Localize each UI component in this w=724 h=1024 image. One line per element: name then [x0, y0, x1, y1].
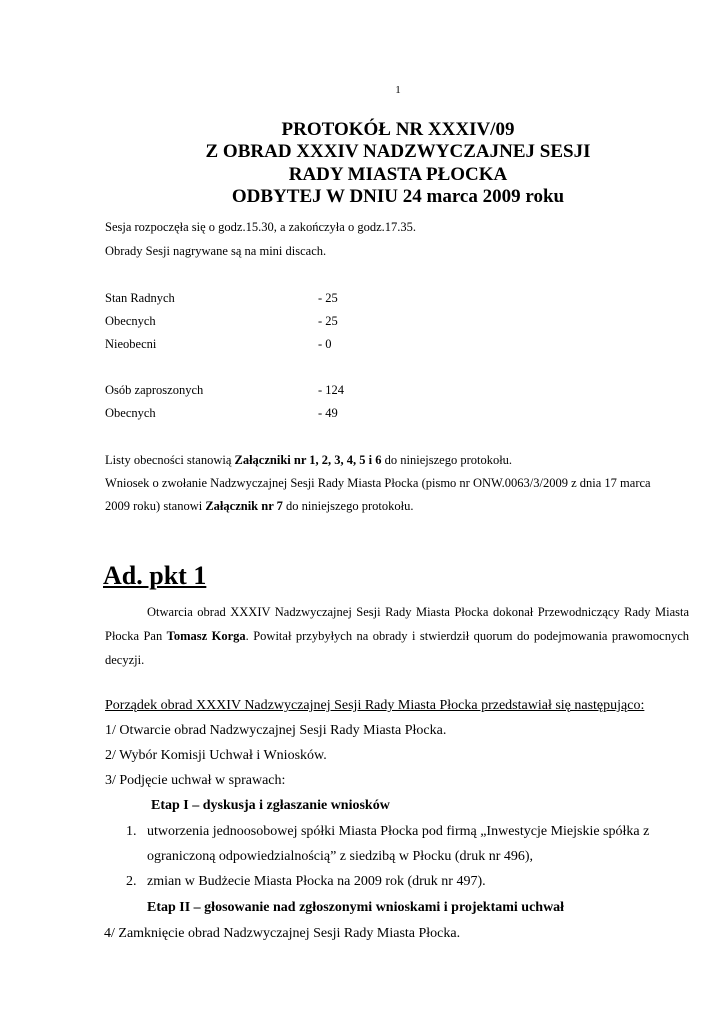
page-number: 1 — [395, 84, 401, 96]
agenda-item-3: 3/ Podjęcie uchwał w sprawach: — [105, 773, 286, 788]
title-line-2: Z OBRAD XXXIV NADZWYCZAJNEJ SESJI — [205, 141, 591, 162]
stat-value-present: - 25 — [318, 314, 338, 328]
title-line-1: PROTOKÓŁ NR XXXIV/09 — [281, 119, 515, 140]
stat-value-absent: - 0 — [318, 337, 332, 351]
motion-line-1: Wniosek o zwołanie Nadzwyczajnej Sesji Rady Miasta Płocka (pismo nr ONW.0063/3/2009 z dnia 17 marca — [105, 476, 651, 490]
stat-value-councillors: - 25 — [318, 291, 338, 305]
recording-note: Obrady Sesji nagrywane są na mini discach. — [105, 244, 327, 258]
agenda-subitem-1-line-1: utworzenia jednoosobowej spółki Miasta Płocka pod firmą „Inwestycje Miejskie spółka z — [147, 824, 650, 839]
title-line-3: RADY MIASTA PŁOCKA — [288, 164, 508, 185]
agenda-subitem-1-line-2: ograniczoną odpowiedzialnością” z siedzibą w Płocku (druk nr 496), — [147, 849, 534, 864]
stat-label-absent: Nieobecni — [105, 337, 157, 351]
agenda-heading: Porządek obrad XXXIV Nadzwyczajnej Sesji Rady Miasta Płocka przedstawiał się następująco: — [105, 698, 645, 713]
opening-paragraph: Otwarcia obrad XXXIV Nadzwyczajnej Sesji Rady Miasta Płocka dokonał Przewodniczący Rady Miasta Płocka Pan Tomasz Korga. Powitał przybyłych na obrady i stwierdził quorum do podejmowania prawomocnych decyzji. — [105, 605, 689, 667]
stat-label-invited: Osób zaproszonych — [105, 383, 204, 397]
stat-value-invited-present: - 49 — [318, 406, 338, 420]
stat-label-present: Obecnych — [105, 314, 156, 328]
stat-label-councillors: Stan Radnych — [105, 291, 175, 305]
agenda-subitem-2: zmian w Budżecie Miasta Płocka na 2009 rok (druk nr 497). — [147, 874, 486, 889]
title-line-4: ODBYTEJ W DNIU 24 marca 2009 roku — [231, 186, 565, 207]
agenda-subitem-1-number: 1. — [126, 824, 137, 839]
agenda-stage-1: Etap I – dyskusja i zgłaszanie wniosków — [151, 798, 390, 813]
agenda-item-2: 2/ Wybór Komisji Uchwał i Wniosków. — [105, 748, 327, 763]
agenda-subitem-2-number: 2. — [126, 874, 137, 889]
agenda-item-1: 1/ Otwarcie obrad Nadzwyczajnej Sesji Rady Miasta Płocka. — [105, 723, 447, 738]
section-heading-pkt-1: Ad. pkt 1 — [103, 561, 207, 590]
motion-line-2: 2009 roku) stanowi Załącznik nr 7 do niniejszego protokołu. — [105, 499, 414, 513]
agenda-item-4: 4/ Zamknięcie obrad Nadzwyczajnej Sesji Rady Miasta Płocka. — [104, 926, 461, 941]
session-time: Sesja rozpoczęła się o godz.15.30, a zakończyła o godz.17.35. — [105, 220, 417, 234]
attendance-lists-note: Listy obecności stanowią Załączniki nr 1, 2, 3, 4, 5 i 6 do niniejszego protokołu. — [105, 453, 513, 467]
agenda-stage-2: Etap II – głosowanie nad zgłoszonymi wnioskami i projektami uchwał — [147, 900, 565, 915]
stat-value-invited: - 124 — [318, 383, 345, 397]
stat-label-invited-present: Obecnych — [105, 406, 156, 420]
